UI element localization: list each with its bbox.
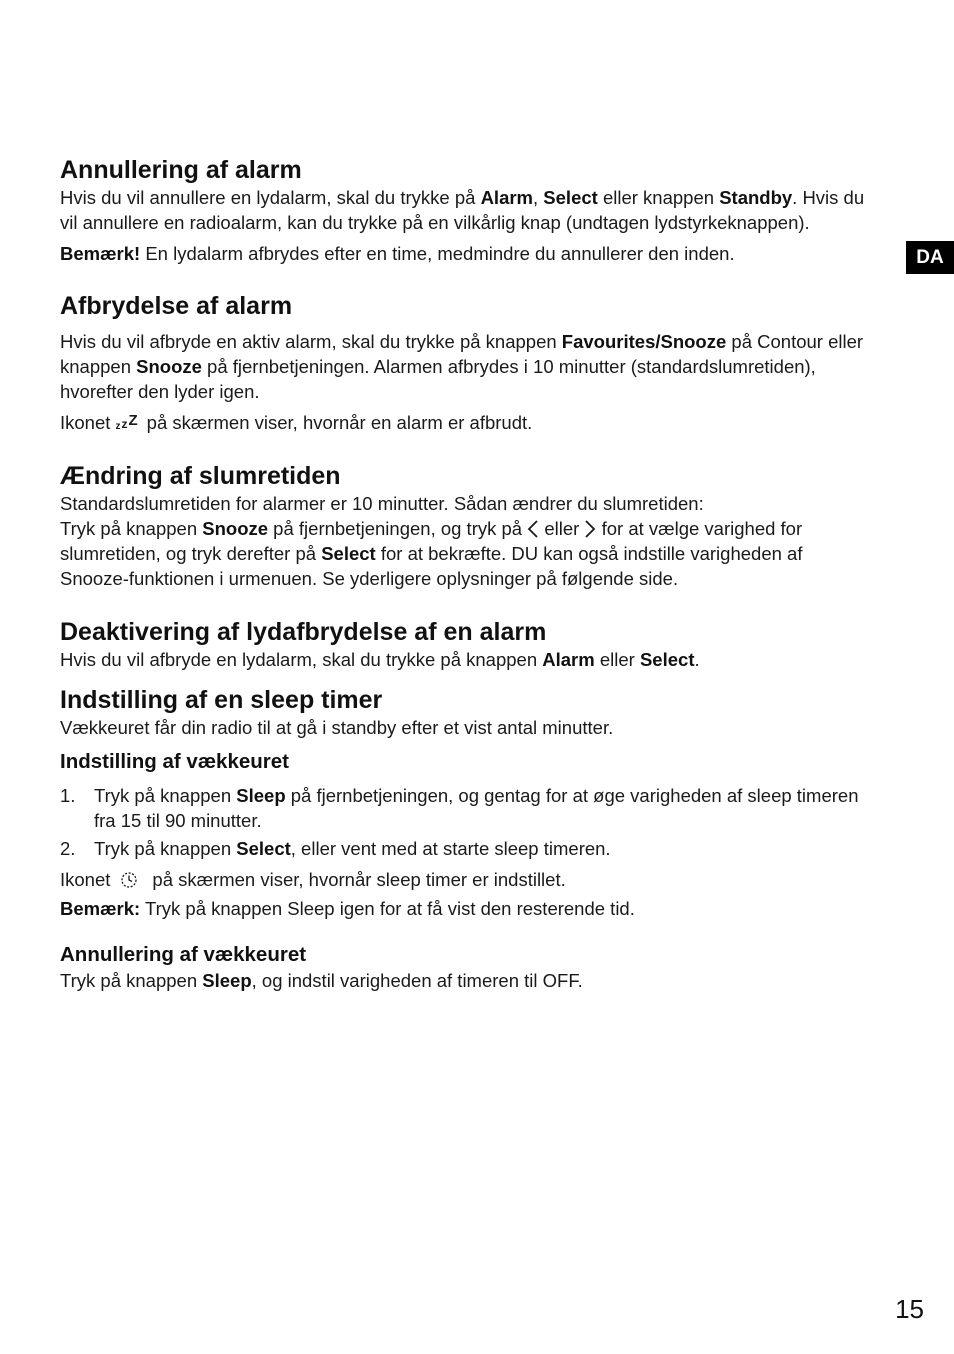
list-item — [60, 783, 870, 833]
note-label: Bemærk: — [60, 898, 141, 919]
paragraph-sleep-intro: Vækkeuret får din radio til at gå i standby efter et vist antal minutter. — [60, 717, 614, 738]
note-cancel-alarm — [60, 241, 870, 266]
list-number: 2. — [60, 838, 76, 859]
bold-snooze: Snooze — [202, 518, 269, 539]
text: på skærmen viser, hvornår en alarm er afbrudt. — [141, 412, 533, 433]
text: Hvis du vil afbryde en aktiv alarm, skal du trykke på knappen — [60, 331, 562, 352]
text: Tryk på knappen — [60, 970, 203, 991]
chevron-left-icon — [527, 519, 539, 539]
paragraph-snooze-icon — [60, 410, 870, 435]
note-sleep — [60, 896, 870, 921]
text: Hvis du vil annullere en lydalarm, skal du trykke på — [60, 187, 481, 208]
text: på skærmen viser, hvornår sleep timer er indstillet. — [152, 869, 566, 890]
bold-select: Select — [236, 838, 291, 859]
text: på fjernbetjeningen, og gentag for at øge varigheden af sleep timeren fra 15 til 90 minutter. — [94, 785, 859, 831]
subheading-indstilling-af-vaekkeuret: Indstilling af vækkeuret — [60, 750, 289, 773]
text: Ikonet — [60, 869, 111, 890]
text: på Contour eller knappen — [60, 331, 864, 377]
heading-annullering-af-alarm: Annullering af alarm — [60, 156, 302, 184]
snooze-zz-icon — [116, 413, 142, 433]
bold-sleep: Sleep — [236, 785, 286, 806]
paragraph-deactivate-snooze — [60, 647, 870, 672]
language-tab: DA — [906, 241, 954, 274]
chevron-right-icon — [584, 519, 596, 539]
text: Ikonet — [60, 412, 116, 433]
bold-sleep: Sleep — [202, 970, 252, 991]
text: på fjernbetjeningen. Alarmen afbrydes i 10 minutter (standardslumretiden), hvorefter den lyder igen. — [60, 356, 816, 402]
heading-deaktivering: Deaktivering af lydafbrydelse af en alarm — [60, 618, 547, 646]
list-number: 1. — [60, 785, 76, 806]
text: for at bekræfte. DU kan også indstille varigheden af Snooze-funktionen i urmenuen. Se yderligere oplysninger på følgende side. — [60, 543, 803, 589]
text: Tryk på knappen — [94, 838, 237, 859]
heading-sleep-timer: Indstilling af en sleep timer — [60, 686, 383, 714]
bold-alarm: Alarm — [542, 649, 595, 670]
paragraph-cancel-sleep — [60, 968, 870, 993]
paragraph-snooze — [60, 329, 870, 404]
sleep-timer-icon — [120, 871, 138, 889]
text: , eller vent med at starte sleep timeren. — [290, 838, 611, 859]
text: . — [694, 649, 700, 670]
note-label: Bemærk! — [60, 243, 141, 264]
bold-favourites-snooze: Favourites/Snooze — [561, 331, 727, 352]
document-body — [60, 150, 870, 993]
sleep-steps-list — [60, 783, 870, 861]
text: Tryk på knappen Sleep igen for at få vist den resterende tid. — [140, 898, 635, 919]
bold-alarm: Alarm — [480, 187, 534, 208]
list-item — [60, 836, 870, 861]
paragraph-snooze-change — [60, 516, 870, 591]
zz-glyph: z — [121, 417, 128, 431]
bold-snooze: Snooze — [136, 356, 202, 377]
text: eller — [539, 518, 585, 539]
text: Hvis du vil afbryde en lydalarm, skal du trykke på knappen — [60, 649, 543, 670]
text: . Hvis du vil annullere en radioalarm, kan du trykke på en vilkårlig knap (undtagen lydstyrkeknappen). — [60, 187, 865, 233]
text: Tryk på knappen — [94, 785, 237, 806]
text: eller knappen — [597, 187, 720, 208]
bold-select: Select — [543, 187, 598, 208]
text: for at vælge varighed for slumretiden, og tryk derefter på — [60, 518, 803, 564]
page-number: 15 — [895, 1294, 924, 1324]
bold-select: Select — [321, 543, 376, 564]
heading-afbrydelse-af-alarm: Afbrydelse af alarm — [60, 292, 293, 320]
text: , og indstil varigheden af timeren til OFF. — [251, 970, 583, 991]
bold-standby: Standby — [719, 187, 793, 208]
heading-aendring-af-slumretiden: Ændring af slumretiden — [60, 462, 341, 490]
paragraph-cancel-alarm — [60, 185, 870, 235]
subheading-annullering-af-vaekkeuret: Annullering af vækkeuret — [60, 943, 307, 966]
bold-select: Select — [639, 649, 695, 670]
zz-glyph: Z — [128, 412, 138, 429]
text: eller — [594, 649, 640, 670]
text: , — [533, 187, 544, 208]
text: En lydalarm afbrydes efter en time, medmindre du annullerer den inden. — [140, 243, 735, 264]
text: Tryk på knappen — [60, 518, 203, 539]
zz-glyph: z — [115, 421, 121, 432]
text: på fjernbetjeningen, og tryk på — [268, 518, 528, 539]
paragraph-snooze-default: Standardslumretiden for alarmer er 10 minutter. Sådan ændrer du slumretiden: — [60, 493, 704, 514]
paragraph-sleep-icon — [60, 867, 870, 892]
